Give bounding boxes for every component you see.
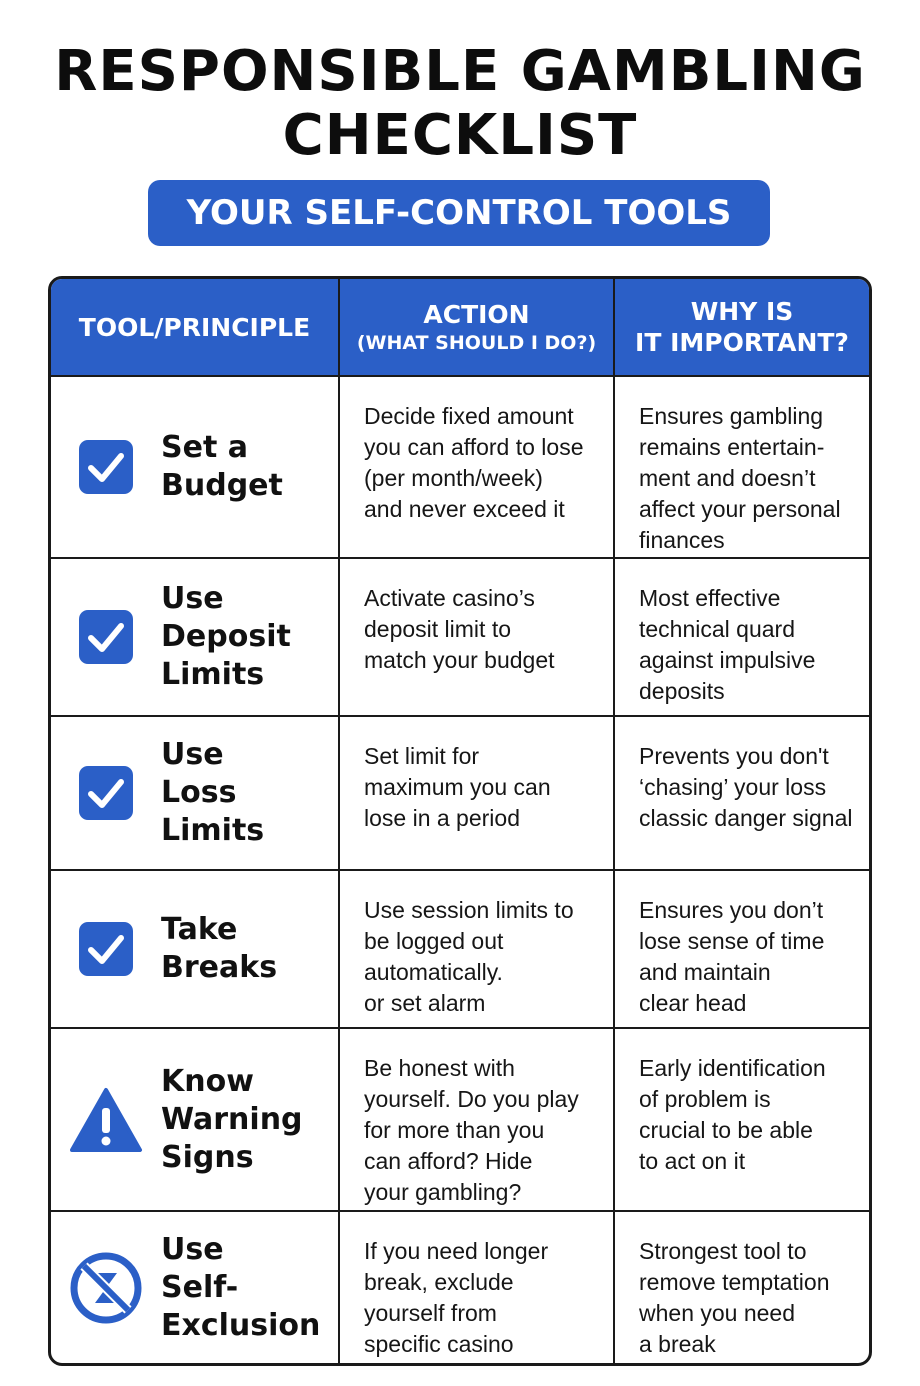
header-tool xyxy=(51,279,338,375)
checkbox-checked-icon xyxy=(51,609,161,665)
checkbox-checked-icon xyxy=(51,765,161,821)
table-row-tool xyxy=(51,1210,338,1363)
header-action-label: ACTION xyxy=(423,299,530,329)
table-row-tool xyxy=(51,557,338,715)
warning-triangle-icon xyxy=(51,1087,161,1153)
tool-name: Use Self- Exclusion xyxy=(161,1231,321,1343)
header-why xyxy=(613,279,869,375)
table-row-tool xyxy=(51,715,338,869)
prohibited-hourglass-icon xyxy=(51,1252,161,1324)
table-row-tool xyxy=(51,869,338,1027)
tool-name: Know Warning Signs xyxy=(161,1063,303,1175)
tool-name: Set a Budget xyxy=(161,430,283,503)
why-cell: Early identification of problem is crucial to be able to act on it xyxy=(613,1027,869,1210)
action-cell: Activate casino’s deposit limit to match your budget xyxy=(338,557,613,715)
checklist-table xyxy=(48,276,872,1366)
action-cell: Use session limits to be logged out automatically. or set alarm xyxy=(338,869,613,1027)
action-cell: Be honest with yourself. Do you play for more than you can afford? Hide your gambling? xyxy=(338,1027,613,1210)
why-cell: Ensures gambling remains entertain- ment and doesn’t affect your personal finances xyxy=(613,375,869,557)
header-tool-label: TOOL/PRINCIPLE xyxy=(78,312,311,342)
tool-name: Use Loss Limits xyxy=(161,737,265,848)
title-line-2: CHECKLIST xyxy=(282,103,638,168)
action-cell: If you need longer break, exclude yourself from specific casino xyxy=(338,1210,613,1363)
checkbox-checked-icon xyxy=(51,439,161,495)
table-row-tool xyxy=(51,375,338,557)
why-cell: Most effective technical quard against impulsive deposits xyxy=(613,557,869,715)
title-line-1: RESPONSIBLE GAMBLING xyxy=(54,39,866,104)
header-why-line-2: IT IMPORTANT? xyxy=(635,328,849,357)
header-action-sublabel: (WHAT SHOULD I DO?) xyxy=(356,331,597,354)
why-cell: Prevents you don't ‘chasing’ your loss classic danger signal xyxy=(613,715,869,869)
page-title xyxy=(0,40,920,168)
header-action xyxy=(338,279,613,375)
why-cell: Strongest tool to remove temptation when you need a break xyxy=(613,1210,869,1363)
checkbox-checked-icon xyxy=(51,921,161,977)
action-cell: Set limit for maximum you can lose in a period xyxy=(338,715,613,869)
tool-name: Use Deposit Limits xyxy=(161,581,291,692)
why-cell: Ensures you don’t lose sense of time and maintain clear head xyxy=(613,869,869,1027)
table-row-tool xyxy=(51,1027,338,1210)
header-why-line-1: WHY IS xyxy=(690,297,794,326)
action-cell: Decide fixed amount you can afford to lose (per month/week) and never exceed it xyxy=(338,375,613,557)
tool-name: Take Breaks xyxy=(161,912,278,985)
subtitle-banner: YOUR SELF-CONTROL TOOLS xyxy=(148,180,770,246)
